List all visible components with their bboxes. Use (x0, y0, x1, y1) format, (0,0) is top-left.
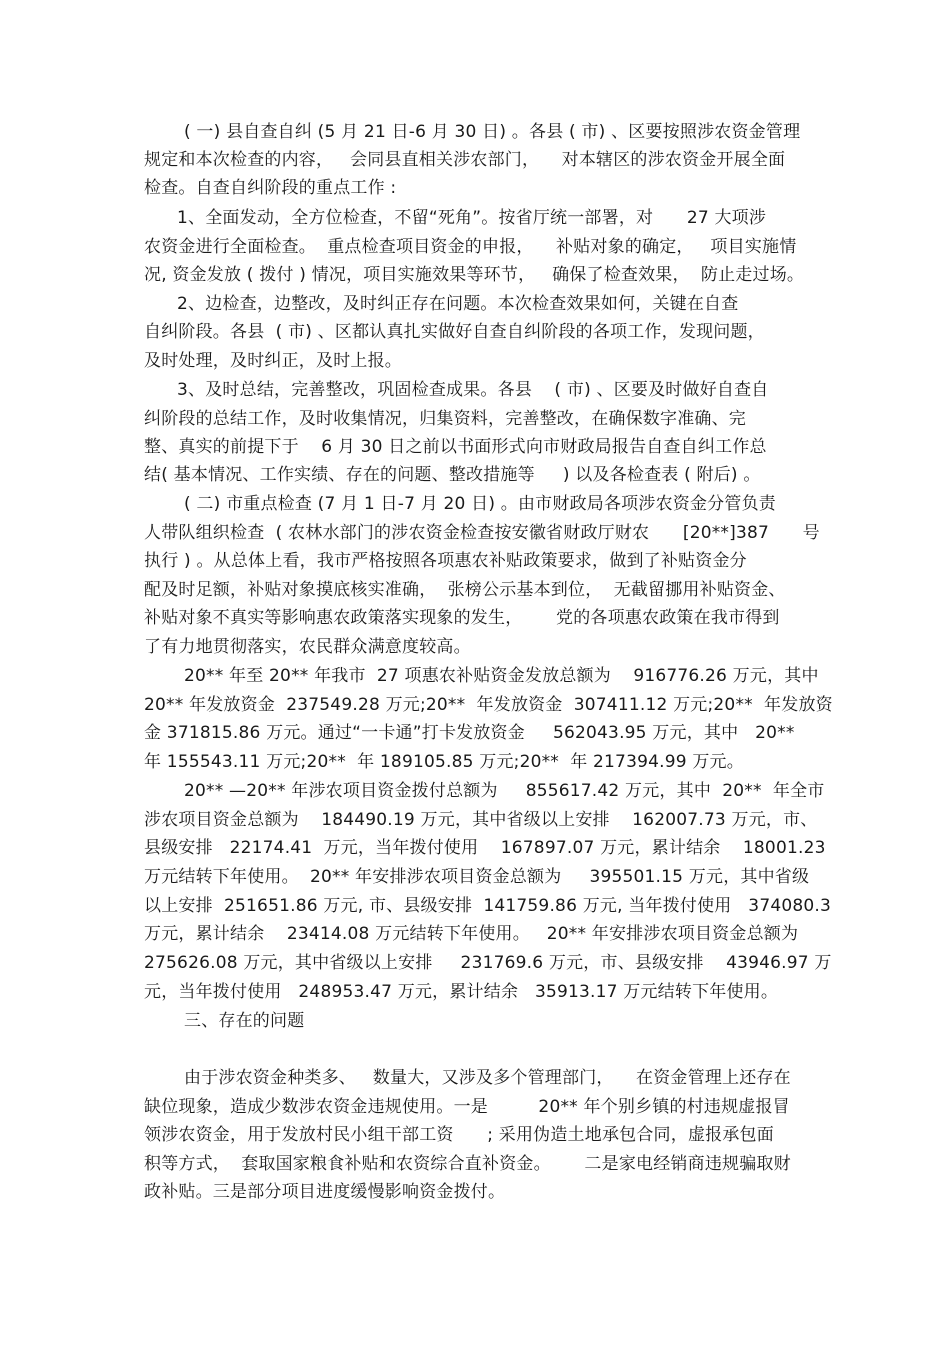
paragraph-line: 元，当年拨付使用 248953.47 万元，累计结余 35913.17 万元结转下年使用。 (144, 982, 779, 1002)
section-heading: 三、存在的问题 (184, 1011, 305, 1031)
paragraph-line: 及时处理，及时纠正，及时上报。 (144, 351, 402, 371)
paragraph-line: 补贴对象不真实等影响惠农政策落实现象的发生， 党的各项惠农政策在我市得到 (144, 608, 780, 628)
paragraph-line: 结( 基本情况、工作实绩、存在的问题、整改措施等 ) 以及各检查表 ( 附后) 。 (144, 465, 761, 485)
paragraph-line: 规定和本次检查的内容， 会同县直相关涉农部门， 对本辖区的涉农资金开展全面 (144, 150, 786, 170)
paragraph-line: 以上安排 251651.86 万元, 市、县级安排 141759.86 万元, 当年拨付使用 374080.3 (144, 896, 832, 916)
paragraph-line: 20** 年发放资金 237549.28 万元;20** 年发放资金 307411.12 万元;20** 年发放资 (144, 695, 833, 715)
paragraph-line: 执行 ) 。从总体上看，我市严格按照各项惠农补贴政策要求，做到了补贴资金分 (144, 551, 747, 571)
paragraph-line: 1、全面发动，全方位检查，不留“死角”。按省厅统一部署，对 27 大项涉 (177, 208, 767, 228)
paragraph-line: 积等方式， 套取国家粮食补贴和农资综合直补资金。 二是家电经销商违规骗取财 (144, 1154, 791, 1174)
paragraph-line: 自纠阶段。各县 ( 市) 、区都认真扎实做好自查自纠阶段的各项工作，发现问题， (144, 322, 765, 342)
paragraph-line: 275626.08 万元，其中省级以上安排 231769.6 万元，市、县级安排 43946.97 万 (144, 953, 832, 973)
paragraph-line: 领涉农资金，用于发放村民小组干部工资 ; 采用伪造土地承包合同，虚报承包面 (144, 1125, 774, 1145)
paragraph-line: 缺位现象，造成少数涉农资金违规使用。一是 20** 年个别乡镇的村违规虚报冒 (144, 1097, 790, 1117)
paragraph-line: 况, 资金发放 ( 拨付 ) 情况，项目实施效果等环节， 确保了检查效果， 防止走过场。 (144, 265, 805, 285)
paragraph-line: 20** —20** 年涉农项目资金拨付总额为 855617.42 万元，其中 20** 年全市 (184, 781, 825, 801)
paragraph-line: 3、及时总结，完善整改，巩固检查成果。各县 ( 市) 、区要及时做好自查自 (177, 380, 769, 400)
paragraph-line: 整、真实的前提下于 6 月 30 日之前以书面形式向市财政局报告自查自纠工作总 (144, 437, 767, 457)
paragraph-line: 政补贴。三是部分项目进度缓慢影响资金拨付。 (144, 1182, 506, 1202)
paragraph-line: 万元，累计结余 23414.08 万元结转下年使用。 20** 年安排涉农项目资金总额为 (144, 924, 799, 944)
paragraph-line: 万元结转下年使用。 20** 年安排涉农项目资金总额为 395501.15 万元，其中省级 (144, 867, 810, 887)
paragraph-line: 年 155543.11 万元;20** 年 189105.85 万元;20** 年 217394.99 万元。 (144, 752, 744, 772)
paragraph-line: 涉农项目资金总额为 184490.19 万元，其中省级以上安排 162007.73 万元，市、 (144, 810, 818, 830)
paragraph-line: 20** 年至 20** 年我市 27 项惠农补贴资金发放总额为 916776.26 万元，其中 (184, 666, 819, 686)
paragraph-line: 2、边检查，边整改，及时纠正存在问题。本次检查效果如何，关键在自查 (177, 294, 739, 314)
paragraph-line: 了有力地贯彻落实，农民群众满意度较高。 (144, 637, 471, 657)
paragraph-line: 检查。自查自纠阶段的重点工作 : (144, 178, 397, 198)
paragraph-line: 纠阶段的总结工作，及时收集情况，归集资料，完善整改，在确保数字准确、完 (144, 409, 746, 429)
paragraph-line: ( 一) 县自查自纠 (5 月 21 日-6 月 30 日) 。各县 ( 市) 、区要按照涉农资金管理 (184, 122, 801, 142)
paragraph-line: ( 二) 市重点检查 (7 月 1 日-7 月 20 日) 。由市财政局各项涉农资金分管负责 (184, 494, 776, 514)
paragraph-line: 人带队组织检查 ( 农林水部门的涉农资金检查按安徽省财政厅财农 [20**]387 号 (144, 523, 820, 543)
paragraph-line: 县级安排 22174.41 万元，当年拨付使用 167897.07 万元，累计结余 18001.23 (144, 838, 826, 858)
paragraph-line: 由于涉农资金种类多、 数量大，又涉及多个管理部门， 在资金管理上还存在 (184, 1068, 791, 1088)
paragraph-line: 农资金进行全面检查。 重点检查项目资金的申报， 补贴对象的确定， 项目实施情 (144, 237, 797, 257)
paragraph-line: 金 371815.86 万元。通过“一卡通”打卡发放资金 562043.95 万元，其中 20** (144, 723, 795, 743)
paragraph-line: 配及时足额，补贴对象摸底核实准确， 张榜公示基本到位， 无截留挪用补贴资金、 (144, 580, 786, 600)
